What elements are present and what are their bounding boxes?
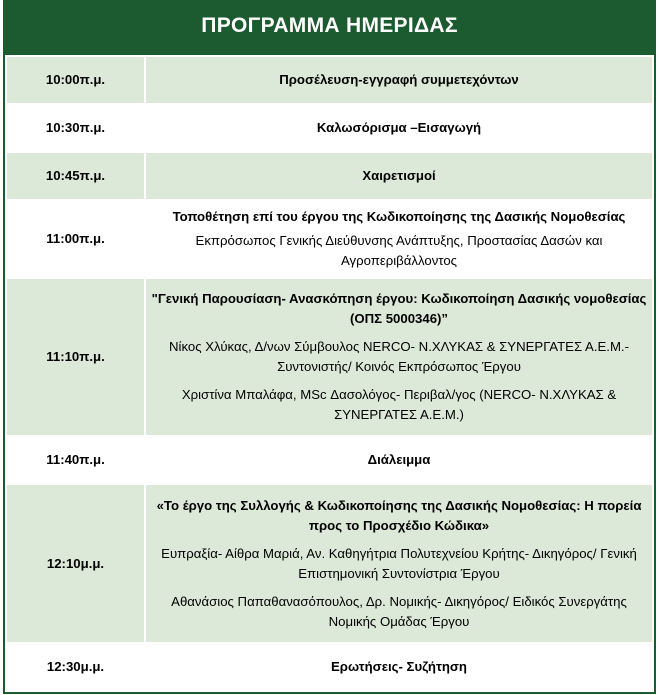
table-row	[6, 436, 653, 484]
row-title: Τοποθέτηση επί του έργου της Κωδικοποίησης της Δασικής Νομοθεσίας	[172, 209, 626, 224]
row-time: 11:10π.μ.	[6, 278, 145, 436]
row-title: «Το έργο της Συλλογής & Κωδικοποίησης της Δασικής Νομοθεσίας: Η πορεία προς το Προσχέδιο Κώδικα»	[156, 497, 642, 533]
table-row	[6, 278, 653, 436]
speaker: Νίκος Χλύκας, Δ/νων Σύμβουλος NERCO- Ν.ΧΛΥΚΑΣ & ΣΥΝΕΡΓΑΤΕΣ Α.Ε.Μ.- Συντονιστής/ Κοινός Εκπρόσωπος Έργου	[169, 339, 629, 374]
row-description	[145, 200, 653, 278]
speaker: Ευπραξία- Αίθρα Μαριά, Αν. Καθηγήτρια Πολυτεχνείου Κρήτης- Δικηγόρος/ Γενική Επιστημονική Συντονίστρια Έργου	[161, 545, 637, 581]
row-time: 12:30μ.μ.	[6, 643, 145, 691]
program-title: ΠΡΟΓΡΑΜΜΑ ΗΜΕΡΙΔΑΣ	[201, 13, 458, 37]
row-time: 10:00π.μ.	[6, 56, 145, 104]
row-title: Χαιρετισμοί	[145, 152, 653, 200]
table-row	[6, 104, 653, 152]
table-row	[6, 56, 653, 104]
row-time: 10:45π.μ.	[6, 152, 145, 200]
speaker: Χριστίνα Μπαλάφα, MSc Δασολόγος- Περιβαλ/γος (NERCO- Ν.ΧΛΥΚΑΣ & ΣΥΝΕΡΓΑΤΕΣ Α.Ε.Μ.)	[181, 387, 617, 422]
row-description	[145, 278, 653, 436]
speaker: Αθανάσιος Παπαθανασόπουλος, Δρ. Νομικής- Δικηγόρος/ Ειδικός Συνεργάτης Νομικής Ομάδας Έργου	[171, 593, 627, 629]
table-row	[6, 152, 653, 200]
row-time: 11:00π.μ.	[6, 200, 145, 278]
row-title: Προσέλευση-εγγραφή συμμετεχόντων	[145, 56, 653, 104]
row-title: "Γενική Παρουσίαση- Ανασκόπηση έργου: Κωδικοποίηση Δασικής νομοθεσίας (ΟΠΣ 5000346)”	[151, 291, 647, 326]
row-description	[145, 484, 653, 643]
row-title: Διάλειμμα	[145, 436, 653, 484]
schedule-table	[5, 55, 654, 692]
row-title: Καλωσόρισμα –Εισαγωγή	[145, 104, 653, 152]
table-row	[6, 643, 653, 691]
row-title: Ερωτήσεις- Συζήτηση	[145, 643, 653, 691]
row-time: 11:40π.μ.	[6, 436, 145, 484]
speaker: Εκπρόσωπος Γενικής Διεύθυνσης Ανάπτυξης, Προστασίας Δασών και Αγροπεριβάλλοντος	[195, 233, 603, 268]
row-time: 10:30π.μ.	[6, 104, 145, 152]
program-frame	[3, 0, 656, 694]
row-time: 12:10μ.μ.	[6, 484, 145, 643]
table-row	[6, 200, 653, 278]
table-row	[6, 484, 653, 643]
